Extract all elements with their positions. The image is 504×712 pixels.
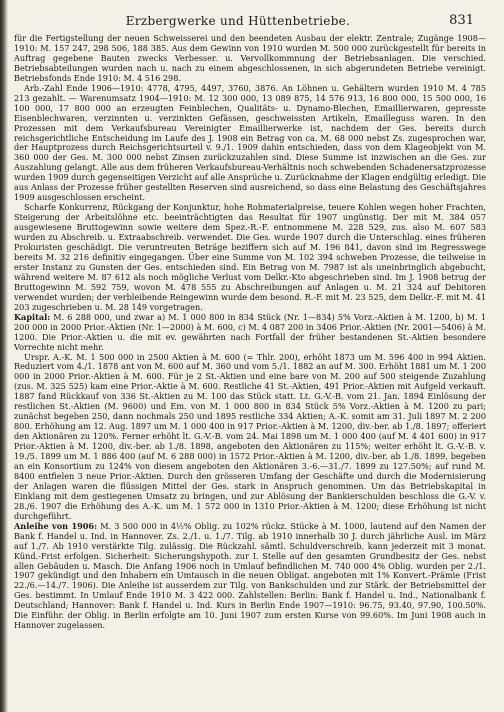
paragraph-text: M. 3 500 000 in 4½% Oblig. zu 102% rückz. Stücke à M. 1000, lautend auf den Namen der Bank f. Handel u. Ind. in Hannover. Zs. 2./1. u. 1./7. Tilg. ab 1910 innerhalb 30 J. durch jährliche Ausl. im März auf 1./7. Ab 1910 verstärkte Tilg. zulässig. Die Rückzahl. sämtl. Schuldverschreib. kann jederzeit mit 3 monat. Künd.-Frist erfolgen. Sicherheit: Sicherungshypoth. zur I. Stelle auf den gesamten Grundbesitz der Ges. nebst allen Gebäuden u. Masch. Die Anfang 1906 noch in Umlauf befindlichen M. 740 000 4% Oblig. wurden per 2./1. 1907 gekündigt und den Inhabern ein Umtausch in die neuen Obligat. angeboten mit 1% Konvert.-Prämie (Frist 22./6.—14./7. 1906). Die Anleihe ist ausserdem zur Tilg. von Bankschulden und zur Stärk. der Betriebsmittel der Ges. bestimmt. In Umlauf Ende 1910 M. 3 422 000. Zahlstellen: Berlin: Bank f. Handel u. Ind., Nationalbank f. Deutschland; Hannover: Bank f. Handel u. Ind. Kurs in Berlin Ende 1907—1910: 96.75, 93.40, 97.90, 100.50%. Die Einführ. der Oblig. in Berlin erfolgte am 10. Juni 1907 zum ersten Kurse von 99.60%. Im Juni 1908 auch in Hannover zugelassen. xyxy=(14,520,487,631)
paragraph-text: Urspr. A.-K. M. 1 500 000 in 2500 Aktien à M. 600 (= Thlr. 200), erhöht 1873 um M. 596 400 in 994 Aktien. Reduziert vom 4./1. 1878 ant von M. 600 auf M. 360 und vom 5./1. 1882 an auf M. 300. Erhöht 1881 um M. 1 200 000 in 2000 Prior.-Aktien à M. 600. Für je 2 St.-Aktien und eine bare von M. 200 auf 500 steigende Zuzahlung (zus. M. 325 525) kam eine Prior.-Aktie à M. 600. Restliche 41 St.-Aktien, 491 Prior.-Aktien mit Aufgeld verkauft. 1887 fand Rückkauf von 336 St.-Aktien zu M. 100 das Stück statt. Lt. G.-V.-B. vom 21. Jan. 1894 Einlösung der restlichen St.-Aktien (M. 9600) und Em. von M. 1 000 800 in 834 Stück 5% Vorz.-Aktien à M. 1200 zu pari; zunächst begeben 250, dann nochmals 250 und 1895 restliche 334 Aktien; A.-K. somit am 31. Juli 1897 M. 2 200 800. Erhöhung am 12. Aug. 1897 um M. 1 000 400 in 917 Prior.-Aktien à M. 1200, div.-ber. ab 1./8. 1897; offeriert den Aktionären zu 120%. Ferner erhöht lt. G.-V.-B. vom 24. Mai 1898 um M. 1 000 400 (auf M. 4 401 600) in 917 Prior.-Aktien à M. 1200, div.-ber. ab 1./8. 1898, angeboten den Aktionären zu 115%; weiter erhöht lt. G.-V.-B. v. 19./5. 1899 um M. 1 886 400 (auf M. 6 288 000) in 1572 Prior.-Aktien à M. 1200, div.-ber. ab 1./8. 1899, begeben an ein Konsortium zu 124% von diesem angeboten den Aktionären 3.-6.—31./7. 1899 zu 127.50%; auf rund M. 8400 entfielen 3 neue Prior.-Aktien. Durch den grösseren Umfang der Geschäfte und durch die Modernisierung der Anlagen waren die flüssigen Mittel der Ges. stark in Anspruch genommen. Um das Betriebskapital in Einklang mit dem gestiegenen Umsatz zu bringen, und zur Ablösung der Bankierschulden beschloss die G.-V. v. 28./6. 1907 die Erhöhung des A.-K. um M. 1 572 000 in 1310 Prior.-Aktien à M. 1200; diese Erhöhung ist nicht durchgeführt. xyxy=(14,351,486,521)
paragraph-lead: Kapital: xyxy=(14,311,51,322)
page-number: 831 xyxy=(449,13,474,28)
paragraph-text: Scharfe Konkurrenz, Rückgang der Konjunktur, hohe Rohmaterialpreise, teuere Kohlen wegen hoher Frachten, Steigerung der Arbeitslöhne etc. beeinträchtigten das Resultat für 1907 ungünstig. Der mit M. 384 057 ausgewiesene Bruttogewinn sowie weitere dem Spez.-R.-F. entnommene M. 228 529, zus. also M. 607 583 wurden zu Abschreib. u. Extraabschreib. verwendet. Die Ges. wurde 1907 durch die Unterschlag. eines früheren Prokuristen geschädigt. Die veruntreuten Beträge beziffern sich auf M. 196 841, davon sind im Regresswege bereits M. 32 216 definitiv eingegangen. Über eine Summe von M. 102 394 schweben Prozesse, die teilweise in erster Instanz zu Gunsten der Ges. entschieden sind. Ein Betrag von M. 7987 ist als uneinbringlich abgebucht, während weitere M. 87 612 als noch mögliche Verlust vom Delkr.-Kto abgeschrieben sind. Im J. 1908 betrug der Bruttogewinn M. 592 759, wovon M. 478 555 zu Abschreibungen auf Anlagen u. M. 21 324 auf Debitoren verwendet wurden; der verbleibende Reingewinn wurde dem besond. R.-F. mit M. 23 525, dem Delkr.-F. mit M. 41 203 zugeschrieben u. M. 28 149 vorgetragen. xyxy=(14,202,486,312)
paragraph xyxy=(14,203,486,312)
paragraph xyxy=(14,313,486,353)
paragraph xyxy=(14,353,486,522)
running-header xyxy=(0,14,504,32)
paragraph-text: M. 6 288 000, und zwar a) M. 1 000 800 in 834 Stück (Nr. 1—834) 5% Vorz.-Aktien à M. 1200, b) M. 1 200 000 in 2000 Prior.-Aktien (Nr. 1—2000) à M. 600, c) M. 4 087 200 in 3406 Prior.-Aktien (Nr. 2001—5406) à M. 1200. Die Prior.-Aktien u. die mit ev. gewährten nach Fortfall der früher bestandenen St.-Aktien besondere Vorrechte nicht mehr. xyxy=(14,311,486,352)
paragraph xyxy=(14,34,486,84)
paragraph-text: für die Fertigstellung der neuen Schweisserei und den beendeten Ausbau der elektr. Zentrale; Zugänge 1908—1910: M. 157 247, 298 506, 188 385. Aus dem Gewinn von 1910 wurden M. 500 000 zurückgestellt für bereits in Auftrag gegebene Bauten zwecks Verbesser. u. Vervollkommnung der Betriebsanlagen. Die verschied. Betriebsabteilungen wurden nach u. nach zu einem abgeschlossenen, in sich abgerundeten Betriebe vereinigt. Betriebsfonds Ende 1910: M. 4 516 298. xyxy=(14,33,486,83)
paragraph-lead: Anleihe von 1906: xyxy=(14,520,98,531)
paragraph xyxy=(14,522,486,631)
page-binding-edge xyxy=(0,0,8,712)
body-text xyxy=(14,34,486,631)
header-title: Erzbergwerke und Hüttenbetriebe. xyxy=(125,14,351,28)
paragraph-text: Arb.-Zahl Ende 1906—1910: 4778, 4795, 4497, 3760, 3876. An Löhnen u. Gehältern wurden 1910 M. 4 785 213 gezahlt. — Warenumsatz 1904—1910: M. 12 300 000, 13 089 875, 14 576 913, 16 800 000, 15 500 000, 16 100 000, 17 800 000 an erzeugten Feinblechen, Qualitäts- u. Dynamo-Blechen, Emaillierwaren, gepresste Eisenblechwaren, verzinnten u. verzinkten Gefässen, geschweissten Artikeln, Emailleguss waren. In den Prozessen mit dem Verkaufsbureau Vereinigter Emaillierwerke ist, nachdem der Ges. bereits durch reichsgerichtliche Entscheidung im Laufe des J. 1908 ein Betrag von ca. M. 68 000 nebst Zs. zugesprochen war, der Hauptprozess durch Reichsgerichtsurteil v. 9./1. 1909 dahin entschieden, dass von dem Klageobjekt von M. 360 000 der Ges. M. 300 000 nebst Zinsen zurückzuzahlen sind. Diese Summe ist inzwischen an die Ges. zur Auszahlung gelangt. Alle aus dem früheren Verkaufsbureau-Verhältnis noch schwebenden Schadenersatzprozesse wurden 1909 durch gegenseitigen Verzicht auf alle Ansprüche u. Zurücknahme der Klagen endgültig erledigt. Die aus Anlass der Prozesse früher gestellten Reserven sind ausreichend, so dass eine Belastung des Geschäftsjahres 1909 ausgeschlossen erscheint. xyxy=(14,82,487,203)
paragraph xyxy=(14,84,486,203)
